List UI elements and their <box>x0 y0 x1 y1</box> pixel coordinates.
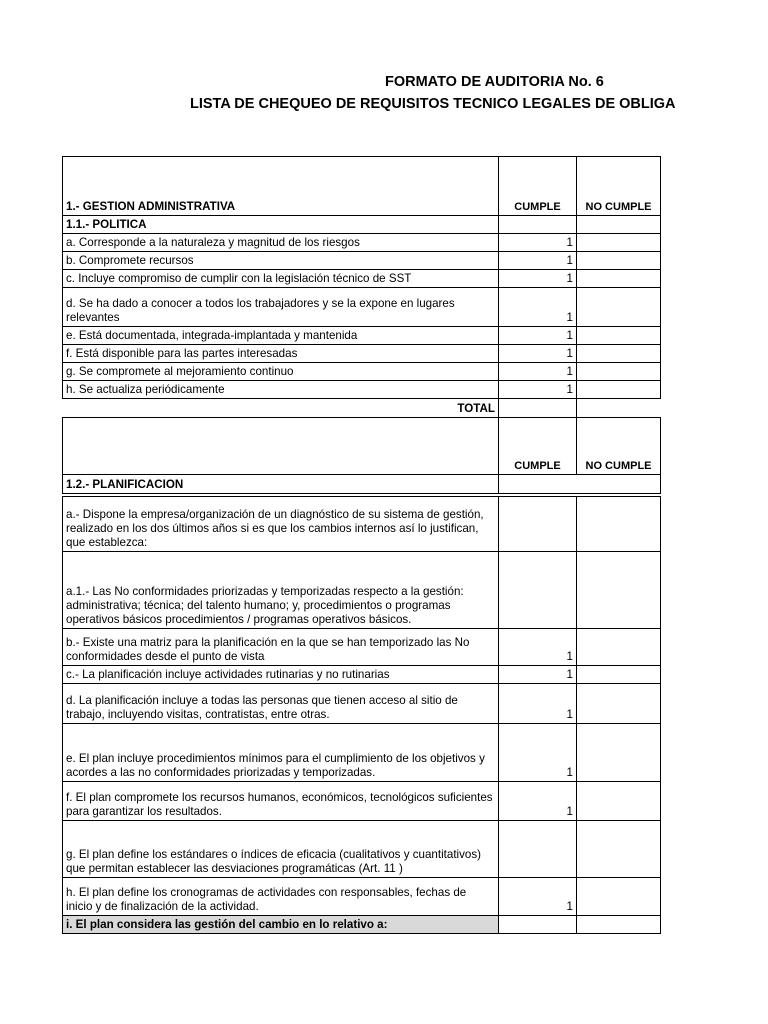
no-cumple-value <box>577 629 661 666</box>
table-row <box>63 552 661 629</box>
empty-cell <box>499 216 577 234</box>
cumple-value: 1 <box>499 782 577 821</box>
requirement-text: g. Se compromete al mejoramiento continuo <box>63 363 499 381</box>
no-cumple-value <box>577 252 661 270</box>
table-row <box>63 629 661 666</box>
cumple-value: 1 <box>499 288 577 327</box>
no-cumple-value <box>577 345 661 363</box>
requirement-text: b.- Existe una matriz para la planificación en la que se han temporizado las No conformidades desde el punto de vista <box>63 629 499 666</box>
requirement-text: d. Se ha dado a conocer a todos los trabajadores y se la expone en lugares relevantes <box>63 288 499 327</box>
document-title: FORMATO DE AUDITORIA No. 6 <box>385 74 604 90</box>
checklist-table <box>62 156 661 934</box>
cumple-value: 1 <box>499 666 577 684</box>
cumple-value: 1 <box>499 327 577 345</box>
cumple-value <box>499 552 577 629</box>
requirement-text: i. El plan considera las gestión del cambio en lo relativo a: <box>63 916 499 934</box>
table-row <box>63 234 661 252</box>
column-header-no-cumple: NO CUMPLE <box>577 157 661 216</box>
table-row <box>63 363 661 381</box>
cumple-value: 1 <box>499 684 577 724</box>
total-row <box>63 399 661 418</box>
no-cumple-value <box>577 381 661 399</box>
no-cumple-value <box>577 916 661 934</box>
requirement-text: d. La planificación incluye a todas las personas que tienen acceso al sitio de trabajo, incluyendo visitas, contratistas, entre otras. <box>63 684 499 724</box>
total-cumple <box>499 399 577 418</box>
total-label: TOTAL <box>63 399 499 418</box>
no-cumple-value <box>577 724 661 782</box>
table-row <box>63 252 661 270</box>
no-cumple-value <box>577 666 661 684</box>
requirement-text: g. El plan define los estándares o índices de eficacia (cualitativos y cuantitativos) que permitan establecer las desviaciones programáticas (Art. 11 ) <box>63 821 499 878</box>
table-row <box>63 345 661 363</box>
header-row <box>63 157 661 216</box>
subsection-row <box>63 216 661 234</box>
empty-cell <box>63 418 499 475</box>
subsection-heading: 1.1.- POLITICA <box>63 216 499 234</box>
cumple-value <box>499 916 577 934</box>
empty-cell <box>577 216 661 234</box>
requirement-text: h. El plan define los cronogramas de actividades con responsables, fechas de inicio y de finalización de la actividad. <box>63 878 499 916</box>
no-cumple-value <box>577 234 661 252</box>
requirement-text: e. El plan incluye procedimientos mínimos para el cumplimiento de los objetivos y acordes a las no conformidades priorizadas y temporizadas. <box>63 724 499 782</box>
cumple-value: 1 <box>499 724 577 782</box>
no-cumple-value <box>577 878 661 916</box>
requirement-text: h. Se actualiza periódicamente <box>63 381 499 399</box>
subsection-heading: 1.2.- PLANIFICACION <box>63 475 499 494</box>
table-row <box>63 497 661 552</box>
cumple-value: 1 <box>499 345 577 363</box>
no-cumple-value <box>577 497 661 552</box>
table-row <box>63 288 661 327</box>
requirement-text: f. El plan compromete los recursos humanos, económicos, tecnológicos suficientes para garantizar los resultados. <box>63 782 499 821</box>
table-row <box>63 684 661 724</box>
cumple-value: 1 <box>499 252 577 270</box>
subsection-row <box>63 475 661 494</box>
requirement-text: a. Corresponde a la naturaleza y magnitud de los riesgos <box>63 234 499 252</box>
table-row <box>63 878 661 916</box>
table-row <box>63 381 661 399</box>
document-subtitle: LISTA DE CHEQUEO DE REQUISITOS TECNICO LEGALES DE OBLIGA <box>190 96 676 112</box>
requirement-text: c. Incluye compromiso de cumplir con la legislación técnico de SST <box>63 270 499 288</box>
no-cumple-value <box>577 821 661 878</box>
no-cumple-value <box>577 270 661 288</box>
no-cumple-value <box>577 363 661 381</box>
requirement-text: e. Está documentada, integrada-implantada y mantenida <box>63 327 499 345</box>
header-row <box>63 418 661 475</box>
cumple-value: 1 <box>499 270 577 288</box>
cumple-value: 1 <box>499 629 577 666</box>
total-no-cumple <box>577 399 661 418</box>
requirement-text: b. Compromete recursos <box>63 252 499 270</box>
table-row <box>63 724 661 782</box>
no-cumple-value <box>577 327 661 345</box>
cumple-value <box>499 497 577 552</box>
cumple-value: 1 <box>499 363 577 381</box>
table-row <box>63 916 661 934</box>
table-row <box>63 270 661 288</box>
column-header-cumple: CUMPLE <box>499 157 577 216</box>
table-row <box>63 821 661 878</box>
cumple-value <box>499 821 577 878</box>
no-cumple-value <box>577 288 661 327</box>
cumple-value: 1 <box>499 381 577 399</box>
requirement-text: f. Está disponible para las partes interesadas <box>63 345 499 363</box>
table-row <box>63 782 661 821</box>
column-header-no-cumple: NO CUMPLE <box>577 418 661 475</box>
no-cumple-value <box>577 684 661 724</box>
table-row <box>63 666 661 684</box>
section-heading: 1.- GESTION ADMINISTRATIVA <box>63 157 499 216</box>
requirement-text: a.1.- Las No conformidades priorizadas y temporizadas respecto a la gestión: administrativa; técnica; del talento humano; y, procedimientos o programas operativos básicos procedimientos / programas operativos básicos. <box>63 552 499 629</box>
no-cumple-value <box>577 552 661 629</box>
table-row <box>63 327 661 345</box>
requirement-text: a.- Dispone la empresa/organización de un diagnóstico de su sistema de gestión, realizado en los dos últimos años si es que los cambios internos así lo justifican, que establezca: <box>63 497 499 552</box>
cumple-value: 1 <box>499 234 577 252</box>
column-header-cumple: CUMPLE <box>499 418 577 475</box>
empty-cell <box>499 475 661 494</box>
cumple-value: 1 <box>499 878 577 916</box>
no-cumple-value <box>577 782 661 821</box>
requirement-text: c.- La planificación incluye actividades rutinarias y no rutinarias <box>63 666 499 684</box>
